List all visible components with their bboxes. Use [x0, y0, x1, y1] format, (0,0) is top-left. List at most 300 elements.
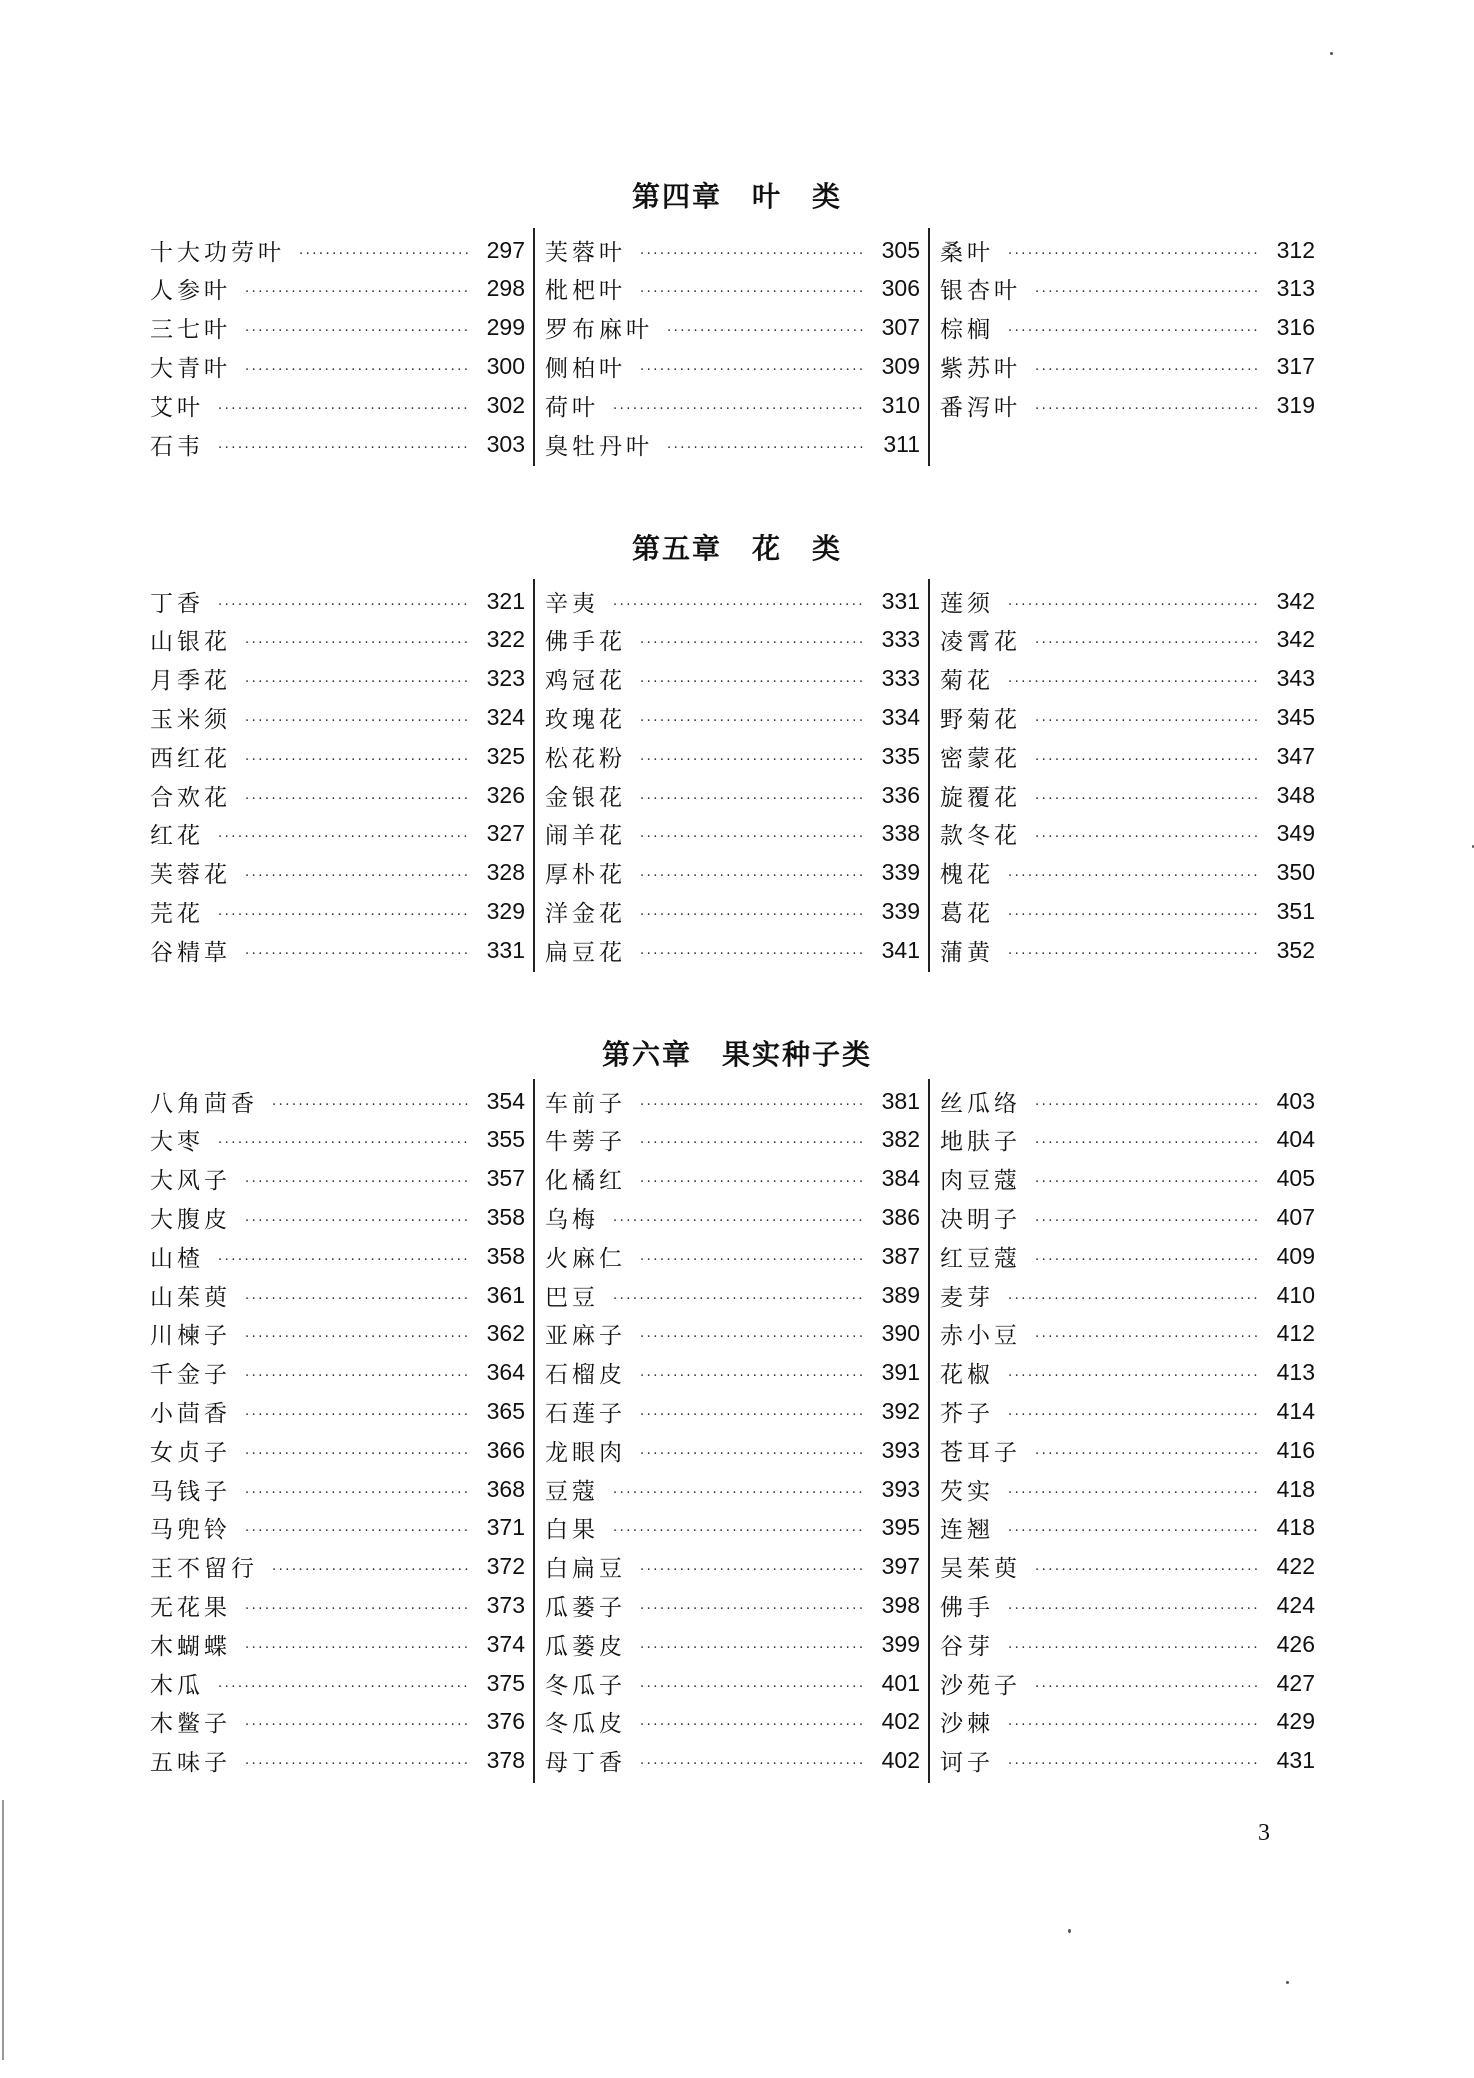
entry-name: 冬瓜子	[545, 1672, 626, 1699]
dot-leader	[245, 1521, 471, 1534]
entry-name: 葛花	[940, 900, 994, 927]
dot-leader	[245, 672, 471, 685]
dot-leader	[1008, 1405, 1261, 1418]
entry-page-number: 414	[1276, 1397, 1315, 1424]
entry-name: 紫苏叶	[940, 355, 1021, 382]
entry-name: 决明子	[940, 1206, 1021, 1233]
entry-name: 八角茴香	[150, 1090, 258, 1117]
entry-name: 赤小豆	[940, 1323, 1021, 1350]
toc-entry	[545, 1160, 920, 1198]
toc-entry	[940, 1625, 1315, 1663]
toc-entry	[545, 1315, 920, 1353]
toc-entry	[940, 582, 1315, 620]
dot-leader	[640, 1327, 866, 1340]
entry-page-number: 390	[881, 1320, 920, 1347]
toc-entry	[545, 1509, 920, 1547]
toc-entry	[150, 1354, 525, 1392]
dot-leader	[640, 827, 866, 840]
dot-leader	[1008, 1521, 1261, 1534]
toc-entry	[545, 892, 920, 930]
toc-entry	[150, 1548, 525, 1586]
entry-page-number: 343	[1276, 665, 1315, 692]
entry-page-number: 378	[486, 1747, 525, 1774]
entry-page-number: 350	[1276, 859, 1315, 886]
entry-page-number: 391	[881, 1359, 920, 1386]
toc-entry	[940, 1703, 1315, 1741]
toc-entry	[940, 1198, 1315, 1236]
entry-page-number: 310	[881, 391, 920, 418]
toc-entry	[545, 737, 920, 775]
entry-page-number: 393	[881, 1475, 920, 1502]
dot-leader	[1008, 866, 1261, 879]
dot-leader	[613, 1521, 866, 1534]
dot-leader	[640, 1715, 866, 1728]
toc-entry	[150, 621, 525, 659]
toc-entry	[940, 660, 1315, 698]
entry-page-number: 368	[486, 1475, 525, 1502]
entry-page-number: 357	[486, 1165, 525, 1192]
toc-entry	[150, 1742, 525, 1780]
dot-leader	[299, 244, 471, 257]
dot-leader	[218, 1133, 471, 1146]
entry-name: 槐花	[940, 862, 994, 889]
toc-entry	[940, 1121, 1315, 1159]
dot-leader	[245, 1405, 471, 1418]
entry-page-number: 382	[881, 1126, 920, 1153]
toc-entry	[545, 386, 920, 424]
entry-name: 大风子	[150, 1168, 231, 1195]
entry-page-number: 303	[486, 430, 525, 457]
toc-entry	[545, 1586, 920, 1624]
dot-leader	[1008, 1599, 1261, 1612]
toc-entry	[545, 1276, 920, 1314]
entry-name: 芙蓉叶	[545, 239, 626, 266]
dot-leader	[1035, 399, 1261, 412]
entry-page-number: 410	[1276, 1281, 1315, 1308]
entry-page-number: 424	[1276, 1591, 1315, 1618]
entry-page-number: 404	[1276, 1126, 1315, 1153]
entry-name: 龙眼肉	[545, 1439, 626, 1466]
entry-page-number: 331	[881, 587, 920, 614]
dot-leader	[1035, 1211, 1261, 1224]
entry-page-number: 402	[881, 1747, 920, 1774]
dot-leader	[1035, 1172, 1261, 1185]
dot-leader	[1008, 1289, 1261, 1302]
entry-page-number: 345	[1276, 703, 1315, 730]
dot-leader	[640, 866, 866, 879]
entry-name: 地肤子	[940, 1129, 1021, 1156]
dot-leader	[640, 282, 866, 295]
toc-entry	[150, 892, 525, 930]
dot-leader	[640, 360, 866, 373]
entry-name: 凌霄花	[940, 629, 1021, 656]
dot-leader	[1035, 1133, 1261, 1146]
entry-page-number: 371	[486, 1514, 525, 1541]
toc-entry	[940, 1431, 1315, 1469]
entry-name: 闹羊花	[545, 823, 626, 850]
entry-page-number: 422	[1276, 1553, 1315, 1580]
entry-name: 丁香	[150, 590, 204, 617]
dot-leader	[218, 595, 471, 608]
toc-entry	[545, 309, 920, 347]
entry-page-number: 358	[486, 1203, 525, 1230]
entry-page-number: 306	[881, 275, 920, 302]
entry-page-number: 426	[1276, 1630, 1315, 1657]
toc-entry	[545, 425, 920, 463]
toc-entry	[150, 1160, 525, 1198]
dot-leader	[1035, 1095, 1261, 1108]
entry-name: 番泻叶	[940, 394, 1021, 421]
toc-entry	[150, 1315, 525, 1353]
dot-leader	[218, 438, 471, 451]
dot-leader	[1008, 244, 1261, 257]
dot-leader	[245, 1599, 471, 1612]
toc-entry	[940, 347, 1315, 385]
dot-leader	[640, 633, 866, 646]
dot-leader	[218, 827, 471, 840]
entry-name: 鸡冠花	[545, 668, 626, 695]
toc-entry	[940, 892, 1315, 930]
entry-page-number: 319	[1276, 391, 1315, 418]
entry-page-number: 365	[486, 1397, 525, 1424]
entry-page-number: 336	[881, 781, 920, 808]
dot-leader	[1035, 1677, 1261, 1690]
entry-page-number: 342	[1276, 626, 1315, 653]
entry-page-number: 402	[881, 1708, 920, 1735]
entry-name: 红花	[150, 823, 204, 850]
entry-page-number: 339	[881, 859, 920, 886]
toc-entry	[545, 1431, 920, 1469]
entry-page-number: 393	[881, 1436, 920, 1463]
toc-entry	[150, 582, 525, 620]
entry-name: 玫瑰花	[545, 706, 626, 733]
entry-name: 川楝子	[150, 1323, 231, 1350]
dot-leader	[640, 1172, 866, 1185]
dot-leader	[640, 244, 866, 257]
entry-name: 花椒	[940, 1362, 994, 1389]
entry-page-number: 407	[1276, 1203, 1315, 1230]
entry-name: 白扁豆	[545, 1556, 626, 1583]
dot-leader	[1008, 321, 1261, 334]
toc-entry	[545, 347, 920, 385]
entry-page-number: 339	[881, 897, 920, 924]
toc-entry	[940, 776, 1315, 814]
entry-page-number: 401	[881, 1669, 920, 1696]
toc-entry	[545, 582, 920, 620]
dot-leader	[613, 1211, 866, 1224]
entry-page-number: 413	[1276, 1359, 1315, 1386]
entry-name: 豆蔻	[545, 1478, 599, 1505]
entry-page-number: 374	[486, 1630, 525, 1657]
scan-speck	[1068, 1929, 1071, 1933]
dot-leader	[640, 1444, 866, 1457]
entry-page-number: 333	[881, 665, 920, 692]
column-divider	[928, 579, 930, 972]
entry-page-number: 351	[1276, 897, 1315, 924]
toc-entry	[940, 1315, 1315, 1353]
entry-page-number: 376	[486, 1708, 525, 1735]
entry-name: 千金子	[150, 1362, 231, 1389]
dot-leader	[640, 711, 866, 724]
entry-name: 款冬花	[940, 823, 1021, 850]
chapter-title-4: 第四章 叶 类	[631, 180, 842, 213]
entry-name: 大青叶	[150, 355, 231, 382]
toc-entry	[150, 231, 525, 269]
entry-name: 五味子	[150, 1750, 231, 1777]
dot-leader	[640, 1366, 866, 1379]
toc-entry	[940, 698, 1315, 736]
entry-name: 木蝴蝶	[150, 1633, 231, 1660]
entry-page-number: 386	[881, 1203, 920, 1230]
toc-entry	[545, 1392, 920, 1430]
entry-name: 枇杷叶	[545, 278, 626, 305]
entry-name: 石榴皮	[545, 1362, 626, 1389]
entry-page-number: 403	[1276, 1087, 1315, 1114]
entry-page-number: 395	[881, 1514, 920, 1541]
toc-entry	[150, 1276, 525, 1314]
dot-leader	[245, 944, 471, 957]
chapter-title-6: 第六章 果实种子类	[601, 1038, 872, 1071]
entry-page-number: 323	[486, 665, 525, 692]
toc-entry	[150, 1082, 525, 1120]
entry-name: 苍耳子	[940, 1439, 1021, 1466]
dot-leader	[272, 1095, 471, 1108]
entry-name: 洋金花	[545, 900, 626, 927]
toc-entry	[150, 309, 525, 347]
dot-leader	[613, 399, 866, 412]
dot-leader	[245, 866, 471, 879]
toc-entry	[940, 931, 1315, 969]
toc-entry	[545, 698, 920, 736]
dot-leader	[245, 1638, 471, 1651]
scan-speck	[1330, 52, 1333, 55]
toc-entry	[940, 1470, 1315, 1508]
column-divider	[533, 228, 535, 466]
entry-page-number: 309	[881, 352, 920, 379]
entry-page-number: 313	[1276, 275, 1315, 302]
dot-leader	[1008, 1715, 1261, 1728]
toc-entry	[150, 660, 525, 698]
dot-leader	[245, 711, 471, 724]
entry-name: 小茴香	[150, 1400, 231, 1427]
chapter-title-5: 第五章 花 类	[631, 532, 842, 565]
entry-name: 莲须	[940, 590, 994, 617]
column-divider	[928, 228, 930, 466]
toc-entry	[150, 931, 525, 969]
entry-page-number: 347	[1276, 742, 1315, 769]
entry-name: 密蒙花	[940, 745, 1021, 772]
entry-name: 瓜蒌子	[545, 1594, 626, 1621]
entry-name: 马钱子	[150, 1478, 231, 1505]
toc-entry	[940, 737, 1315, 775]
toc-entry	[545, 931, 920, 969]
toc-entry	[150, 386, 525, 424]
toc-entry	[940, 815, 1315, 853]
dot-leader	[640, 1677, 866, 1690]
dot-leader	[245, 750, 471, 763]
entry-name: 吴茱萸	[940, 1556, 1021, 1583]
toc-entry	[545, 1470, 920, 1508]
entry-page-number: 366	[486, 1436, 525, 1463]
entry-name: 合欢花	[150, 784, 231, 811]
dot-leader	[1035, 282, 1261, 295]
entry-page-number: 362	[486, 1320, 525, 1347]
entry-page-number: 324	[486, 703, 525, 730]
dot-leader	[613, 1289, 866, 1302]
dot-leader	[245, 1172, 471, 1185]
entry-page-number: 297	[486, 236, 525, 263]
dot-leader	[1035, 750, 1261, 763]
dot-leader	[667, 321, 866, 334]
entry-name: 罗布麻叶	[545, 317, 653, 344]
toc-entry	[150, 854, 525, 892]
entry-page-number: 298	[486, 275, 525, 302]
entry-name: 菊花	[940, 668, 994, 695]
entry-name: 麦芽	[940, 1284, 994, 1311]
entry-page-number: 355	[486, 1126, 525, 1153]
entry-page-number: 412	[1276, 1320, 1315, 1347]
dot-leader	[1035, 360, 1261, 373]
entry-name: 女贞子	[150, 1439, 231, 1466]
entry-name: 乌梅	[545, 1206, 599, 1233]
entry-page-number: 307	[881, 314, 920, 341]
dot-leader	[1035, 711, 1261, 724]
toc-entry	[545, 621, 920, 659]
toc-entry	[940, 854, 1315, 892]
entry-page-number: 328	[486, 859, 525, 886]
entry-name: 无花果	[150, 1594, 231, 1621]
toc-entry	[545, 1121, 920, 1159]
entry-page-number: 312	[1276, 236, 1315, 263]
toc-entry	[940, 1509, 1315, 1547]
toc-entry	[150, 737, 525, 775]
dot-leader	[245, 1289, 471, 1302]
entry-page-number: 300	[486, 352, 525, 379]
entry-name: 芙蓉花	[150, 862, 231, 889]
entry-page-number: 399	[881, 1630, 920, 1657]
toc-entry	[545, 854, 920, 892]
entry-page-number: 418	[1276, 1475, 1315, 1502]
toc-entry	[940, 231, 1315, 269]
dot-leader	[640, 1133, 866, 1146]
entry-name: 辛夷	[545, 590, 599, 617]
toc-entry	[940, 270, 1315, 308]
entry-name: 银杏叶	[940, 278, 1021, 305]
entry-page-number: 342	[1276, 587, 1315, 614]
dot-leader	[245, 1444, 471, 1457]
entry-page-number: 316	[1276, 314, 1315, 341]
entry-name: 谷精草	[150, 939, 231, 966]
entry-page-number: 397	[881, 1553, 920, 1580]
entry-page-number: 325	[486, 742, 525, 769]
toc-entry	[150, 1586, 525, 1624]
column-divider	[928, 1079, 930, 1783]
entry-name: 侧柏叶	[545, 355, 626, 382]
toc-entry	[545, 1742, 920, 1780]
entry-page-number: 338	[881, 820, 920, 847]
entry-name: 山楂	[150, 1245, 204, 1272]
toc-entry	[150, 776, 525, 814]
dot-leader	[640, 944, 866, 957]
entry-name: 佛手花	[545, 629, 626, 656]
entry-page-number: 389	[881, 1281, 920, 1308]
dot-leader	[640, 905, 866, 918]
toc-entry	[940, 1664, 1315, 1702]
entry-name: 月季花	[150, 668, 231, 695]
entry-page-number: 326	[486, 781, 525, 808]
dot-leader	[245, 633, 471, 646]
entry-name: 西红花	[150, 745, 231, 772]
entry-name: 扁豆花	[545, 939, 626, 966]
entry-page-number: 333	[881, 626, 920, 653]
toc-entry	[940, 1160, 1315, 1198]
entry-name: 化橘红	[545, 1168, 626, 1195]
dot-leader	[1035, 1250, 1261, 1263]
toc-entry	[940, 1237, 1315, 1275]
entry-name: 臭牡丹叶	[545, 433, 653, 460]
dot-leader	[245, 1211, 471, 1224]
entry-page-number: 364	[486, 1359, 525, 1386]
entry-name: 马兜铃	[150, 1517, 231, 1544]
entry-name: 山茱萸	[150, 1284, 231, 1311]
dot-leader	[1035, 1327, 1261, 1340]
toc-entry	[150, 1121, 525, 1159]
entry-name: 连翘	[940, 1517, 994, 1544]
dot-leader	[640, 1250, 866, 1263]
entry-page-number: 327	[486, 820, 525, 847]
dot-leader	[1008, 1638, 1261, 1651]
entry-page-number: 358	[486, 1242, 525, 1269]
entry-page-number: 409	[1276, 1242, 1315, 1269]
entry-page-number: 349	[1276, 820, 1315, 847]
entry-name: 王不留行	[150, 1556, 258, 1583]
dot-leader	[1008, 905, 1261, 918]
entry-name: 诃子	[940, 1750, 994, 1777]
column-divider	[533, 1079, 535, 1783]
dot-leader	[640, 1599, 866, 1612]
entry-page-number: 341	[881, 936, 920, 963]
entry-page-number: 331	[486, 936, 525, 963]
toc-entry	[545, 776, 920, 814]
entry-page-number: 429	[1276, 1708, 1315, 1735]
entry-name: 白果	[545, 1517, 599, 1544]
toc-entry	[545, 1625, 920, 1663]
toc-entry	[940, 621, 1315, 659]
dot-leader	[245, 1754, 471, 1767]
entry-name: 丝瓜络	[940, 1090, 1021, 1117]
entry-page-number: 405	[1276, 1165, 1315, 1192]
entry-name: 玉米须	[150, 706, 231, 733]
toc-entry	[545, 1082, 920, 1120]
toc-entry	[150, 1509, 525, 1547]
entry-name: 大腹皮	[150, 1206, 231, 1233]
toc-entry	[545, 1354, 920, 1392]
dot-leader	[1035, 633, 1261, 646]
entry-page-number: 392	[881, 1397, 920, 1424]
entry-name: 蒲黄	[940, 939, 994, 966]
toc-entry	[545, 660, 920, 698]
entry-name: 冬瓜皮	[545, 1711, 626, 1738]
dot-leader	[613, 595, 866, 608]
dot-leader	[1035, 1444, 1261, 1457]
toc-entry	[545, 1237, 920, 1275]
toc-entry	[940, 309, 1315, 347]
entry-name: 石韦	[150, 433, 204, 460]
page-number: 3	[1258, 1820, 1270, 1846]
entry-name: 芡实	[940, 1478, 994, 1505]
entry-page-number: 372	[486, 1553, 525, 1580]
entry-page-number: 348	[1276, 781, 1315, 808]
